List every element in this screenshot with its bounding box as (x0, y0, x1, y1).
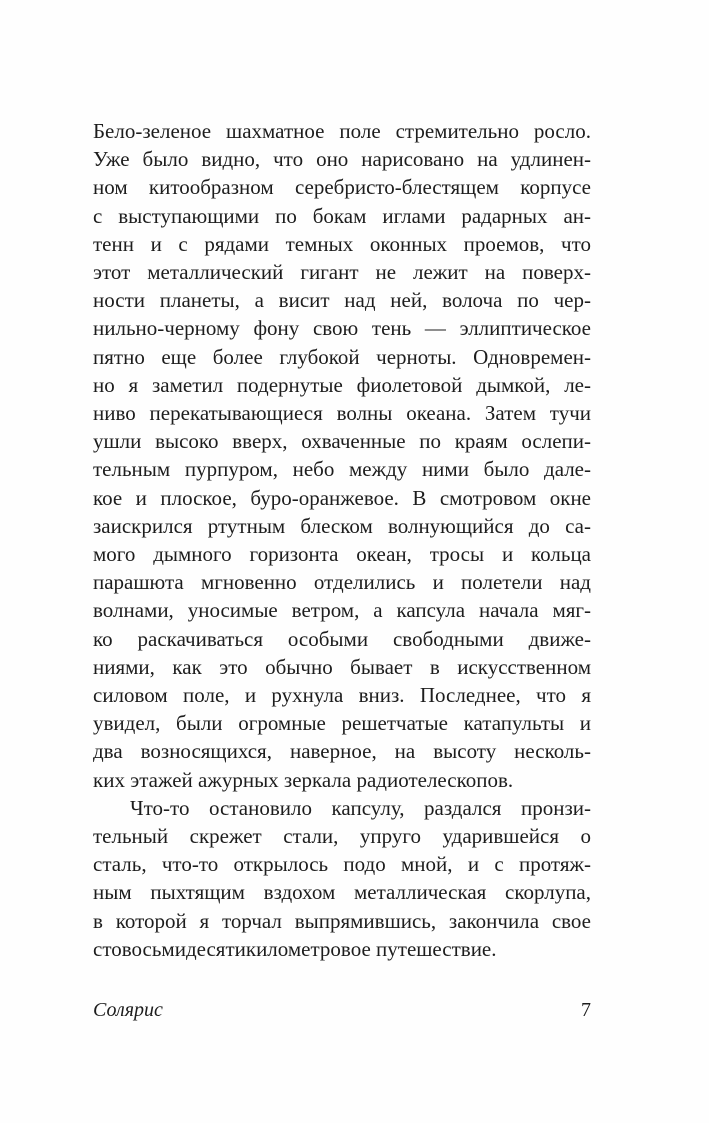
text-line: тельным пурпуром, небо между ними было дале- (93, 457, 591, 482)
text-line: в которой я торчал выпрямившись, закончила свое (93, 908, 591, 933)
text-line: силовом поле, и рухнула вниз. Последнее, что я (93, 683, 591, 708)
running-book-title: Солярис (93, 999, 163, 1021)
text-line: два возносящихся, наверное, на высоту несколь- (93, 739, 591, 764)
text-line: ниями, как это обычно бывает в искусственном (93, 654, 591, 679)
body-text (93, 117, 591, 963)
paragraph (93, 117, 591, 794)
page-number: 7 (581, 999, 591, 1021)
text-line: увидел, были огромные решетчатые катапульты и (93, 711, 591, 736)
text-line: ниво перекатывающиеся волны океана. Затем тучи (93, 401, 591, 426)
text-line: парашюта мгновенно отделились и полетели над (93, 570, 591, 595)
text-line: мого дымного горизонта океан, тросы и кольца (93, 542, 591, 567)
text-line: стовосьмидесятикилометровое путешествие. (93, 936, 497, 961)
text-line: ном китообразном серебристо-блестящем корпусе (93, 175, 591, 200)
text-line: кое и плоское, буро-оранжевое. В смотровом окне (93, 485, 591, 510)
text-line: ности планеты, а висит над ней, волоча по чер- (93, 288, 591, 313)
text-line: тенн и с рядами темных оконных проемов, что (93, 231, 591, 256)
text-line: с выступающими по бокам иглами радарных ан- (93, 203, 591, 228)
text-line: ушли высоко вверх, охваченные по краям ослепи- (93, 429, 591, 454)
text-line: ным пыхтящим вздохом металлическая скорлупа, (93, 880, 591, 905)
text-line: нильно-черному фону свою тень — эллиптическое (93, 316, 591, 341)
text-line: ких этажей ажурных зеркала радиотелескопов. (93, 767, 514, 792)
text-line: Уже было видно, что оно нарисовано на удлинен- (93, 147, 591, 172)
text-line: заискрился ртутным блеском волнующийся до са- (93, 513, 591, 538)
text-line: тельный скрежет стали, упруго ударившейся о (93, 824, 591, 849)
text-line: ко раскачиваться особыми свободными движе- (93, 626, 591, 651)
text-line: Что-то остановило капсулу, раздался пронзи- (130, 795, 591, 820)
text-line: этот металлический гигант не лежит на поверх- (93, 260, 591, 285)
paragraph (93, 794, 591, 963)
page-footer (93, 998, 591, 1022)
text-line: Бело-зеленое шахматное поле стремительно росло. (93, 119, 591, 143)
text-line: пятно еще более глубокой черноты. Одновремен- (93, 344, 591, 369)
text-line: сталь, что-то открылось подо мной, и с протяж- (93, 852, 591, 877)
text-line: но я заметил подернутые фиолетовой дымкой, ле- (93, 372, 591, 397)
text-line: волнами, уносимые ветром, а капсула начала мяг- (93, 598, 591, 623)
